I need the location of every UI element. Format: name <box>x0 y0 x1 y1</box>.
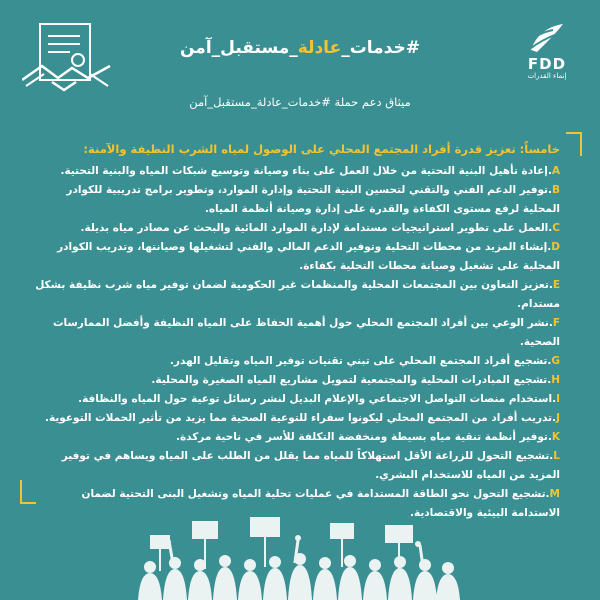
page-subtitle: ميثاق دعم حملة #خدمات_عادلة_مستقبل_آمن <box>189 95 411 109</box>
recommendations-list <box>30 162 560 523</box>
list-item: L.تشجيع التحول للزراعة الأقل استهلاكاً للمياه مما يقلل من الطلب على المياه ويساهم في توفير المزيد من المياه للاستخدام البشري. <box>61 450 560 481</box>
list-item: H.تشجيع المبادرات المحلية والمجتمعية لتمويل مشاريع المياه الصغيرة والمحلية. <box>151 374 560 386</box>
list-item: E.تعزيز التعاون بين المجتمعات المحلية والمنظمات غير الحكومية لضمان توفير مياه شرب نظيفة بشكل مستدام. <box>35 279 560 310</box>
protest-crowd-illustration <box>130 515 470 600</box>
list-item: B.توفير الدعم الفني والتقني لتحسين البنية التحتية وإدارة الموارد، وتطوير برامج تدريبية للكوادر المحلية لرفع مستوى الكفاءة والقدرة على إدارة وصيانة أنظمة المياه. <box>66 184 560 215</box>
fdd-logo <box>512 22 582 81</box>
list-item: K.توفير أنظمة تنقية مياه بسيطة ومنخفضة التكلفة للأسر في ناحية مركدة. <box>175 431 560 443</box>
section-title: خامساً: تعزيز قدرة أفراد المجتمع المحلي على الوصول لمياه الشرب النظيفة والآمنة: <box>83 142 560 156</box>
hashtag-suffix: _مستقبل_آمن <box>180 38 298 58</box>
list-item: C.العمل على تطوير استراتيجيات مستدامة لإدارة الموارد المائية والبحث عن مصادر مياه بديلة. <box>80 222 560 234</box>
list-item: D.إنشاء المزيد من محطات التحلية وتوفير الدعم المالي والفني لتشغيلها وصيانتها، وتدريب الكوادر المحلية على تشغيل وصيانة محطات التحلية بكفاءة. <box>57 241 560 272</box>
list-item: F.نشر الوعي بين أفراد المجتمع المحلي حول أهمية الحفاظ على المياه النظيفة وأفضل الممارسات الصحية. <box>52 317 560 348</box>
hashtag-title <box>130 38 470 58</box>
list-item: J.تدريب أفراد من المجتمع المحلي ليكونوا سفراء للتوعية الصحية مما يزيد من تأثير الحملات التوعوية. <box>44 412 560 424</box>
list-item: I.استخدام منصات التواصل الاجتماعي والإعلام البديل لنشر رسائل توعية حول المياه والنظافة. <box>78 393 560 405</box>
list-item: M.تشجيع التحول نحو الطاقة المستدامة في عمليات تحلية المياه وتشغيل البنى التحتية لضمان الاستدامة البيئية والاقتصادية. <box>81 488 560 519</box>
hashtag-accent: عادلة <box>297 38 342 58</box>
list-item: G.تشجيع أفراد المجتمع المحلي على تبني تقنيات توفير المياه وتقليل الهدر. <box>169 355 560 367</box>
logo-name: FDD <box>527 55 567 73</box>
content-box <box>20 132 582 519</box>
hashtag-prefix: #خدمات_ <box>341 38 420 58</box>
logo-tagline: إنماء القدرات <box>527 72 567 80</box>
list-item: A.إعادة تأهيل البنية التحتية من خلال العمل على بناء وصيانة وتوسيع شبكات المياه والبنية التحتية. <box>60 165 560 177</box>
contract-handshake-icon <box>22 20 112 100</box>
corner-bracket-top-right <box>566 132 582 156</box>
leaf-logo-icon <box>527 22 567 54</box>
